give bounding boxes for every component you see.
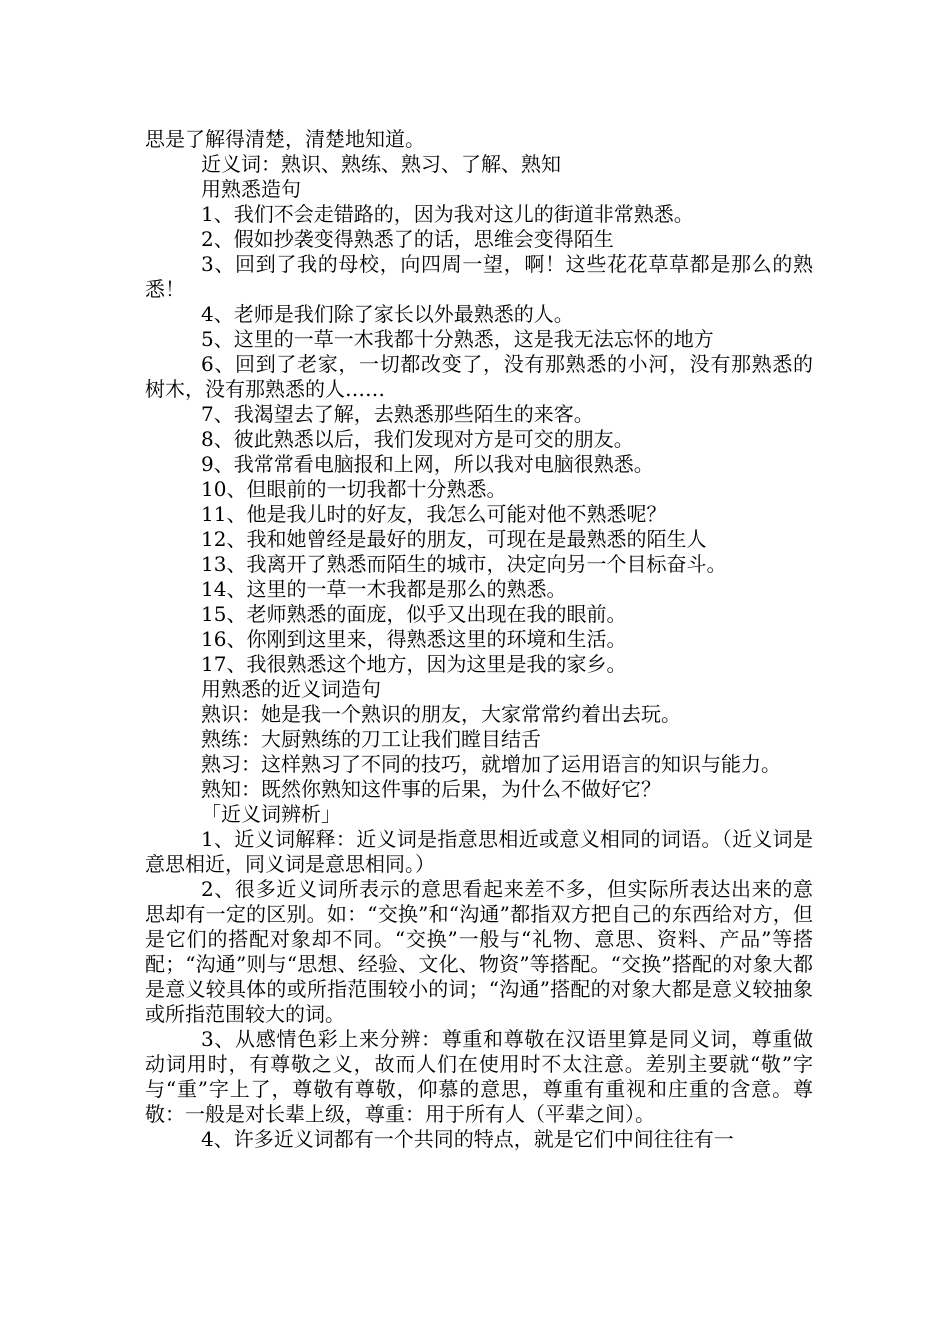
- paragraph: 8、彼此熟悉以后，我们发现对方是可交的朋友。: [201, 427, 634, 451]
- paragraph: 熟识：她是我一个熟识的朋友，大家常常约着出去玩。: [201, 702, 681, 726]
- paragraph: 16、你刚到这里来，得熟悉这里的环境和生活。: [201, 627, 627, 651]
- paragraph: 2、假如抄袭变得熟悉了的话，思维会变得陌生: [201, 227, 614, 251]
- paragraph: 15、老师熟悉的面庞，似乎又出现在我的眼前。: [201, 602, 627, 626]
- paragraph: 4、许多近义词都有一个共同的特点，就是它们中间往往有一: [201, 1127, 734, 1151]
- paragraph: 熟知：既然你熟知这件事的后果，为什么不做好它？: [201, 777, 661, 801]
- paragraph: 13、我离开了熟悉而陌生的城市，决定向另一个目标奋斗。: [201, 552, 727, 576]
- document-body: [145, 127, 813, 1152]
- paragraph: 7、我渴望去了解，去熟悉那些陌生的来客。: [201, 402, 594, 426]
- paragraph: 近义词：熟识、熟练、熟习、了解、熟知: [201, 152, 561, 176]
- paragraph: 11、他是我儿时的好友，我怎么可能对他不熟悉呢？: [201, 502, 667, 526]
- paragraph: 「近义词辨析」: [201, 802, 341, 826]
- paragraph: 3、回到了我的母校，向四周一望，啊！这些花花草草都是那么的熟悉！: [145, 252, 813, 301]
- paragraph: 熟习：这样熟习了不同的技巧，就增加了运用语言的知识与能力。: [201, 752, 781, 776]
- paragraph: 9、我常常看电脑报和上网，所以我对电脑很熟悉。: [201, 452, 654, 476]
- paragraph: 10、但眼前的一切我都十分熟悉。: [201, 477, 507, 501]
- paragraph: 熟练：大厨熟练的刀工让我们瞠目结舌: [201, 727, 541, 751]
- paragraph: 4、老师是我们除了家长以外最熟悉的人。: [201, 302, 574, 326]
- paragraph: 6、回到了老家，一切都改变了，没有那熟悉的小河，没有那熟悉的树木，没有那熟悉的人……: [145, 352, 813, 401]
- paragraph: 2、很多近义词所表示的意思看起来差不多，但实际所表达出来的意思却有一定的区别。如：“交换”和“沟通”都指双方把自己的东西给对方，但是它们的搭配对象却不同。“交换”一般与“礼物、意思、资料、产品”等搭配；“沟通”则与“思想、经验、文化、物资”等搭配。“交换”搭配的对象大都是意义较具体的或所指范围较小的词；“沟通”搭配的对象大都是意义较抽象或所指范围较大的词。: [145, 877, 813, 1026]
- paragraph: 3、从感情色彩上来分辨：尊重和尊敬在汉语里算是同义词，尊重做动词用时，有尊敬之义，故而人们在使用时不太注意。差别主要就“敬”字与“重”字上了，尊敬有尊敬，仰慕的意思，尊重有重视和庄重的含意。尊敬：一般是对长辈上级，尊重：用于所有人（平辈之间）。: [145, 1027, 813, 1126]
- paragraph: 14、这里的一草一木我都是那么的熟悉。: [201, 577, 567, 601]
- paragraph: 1、近义词解释：近义词是指意思相近或意义相同的词语。（近义词是意思相近，同义词是意思相同。）: [145, 827, 813, 876]
- paragraph: 用熟悉造句: [201, 177, 301, 201]
- paragraph: 12、我和她曾经是最好的朋友，可现在是最熟悉的陌生人: [201, 527, 707, 551]
- paragraph: 思是了解得清楚，清楚地知道。: [145, 127, 425, 151]
- paragraph: 17、我很熟悉这个地方，因为这里是我的家乡。: [201, 652, 627, 676]
- paragraph: 5、这里的一草一木我都十分熟悉，这是我无法忘怀的地方: [201, 327, 714, 351]
- paragraph: 用熟悉的近义词造句: [201, 677, 381, 701]
- paragraph: 1、我们不会走错路的，因为我对这儿的街道非常熟悉。: [201, 202, 694, 226]
